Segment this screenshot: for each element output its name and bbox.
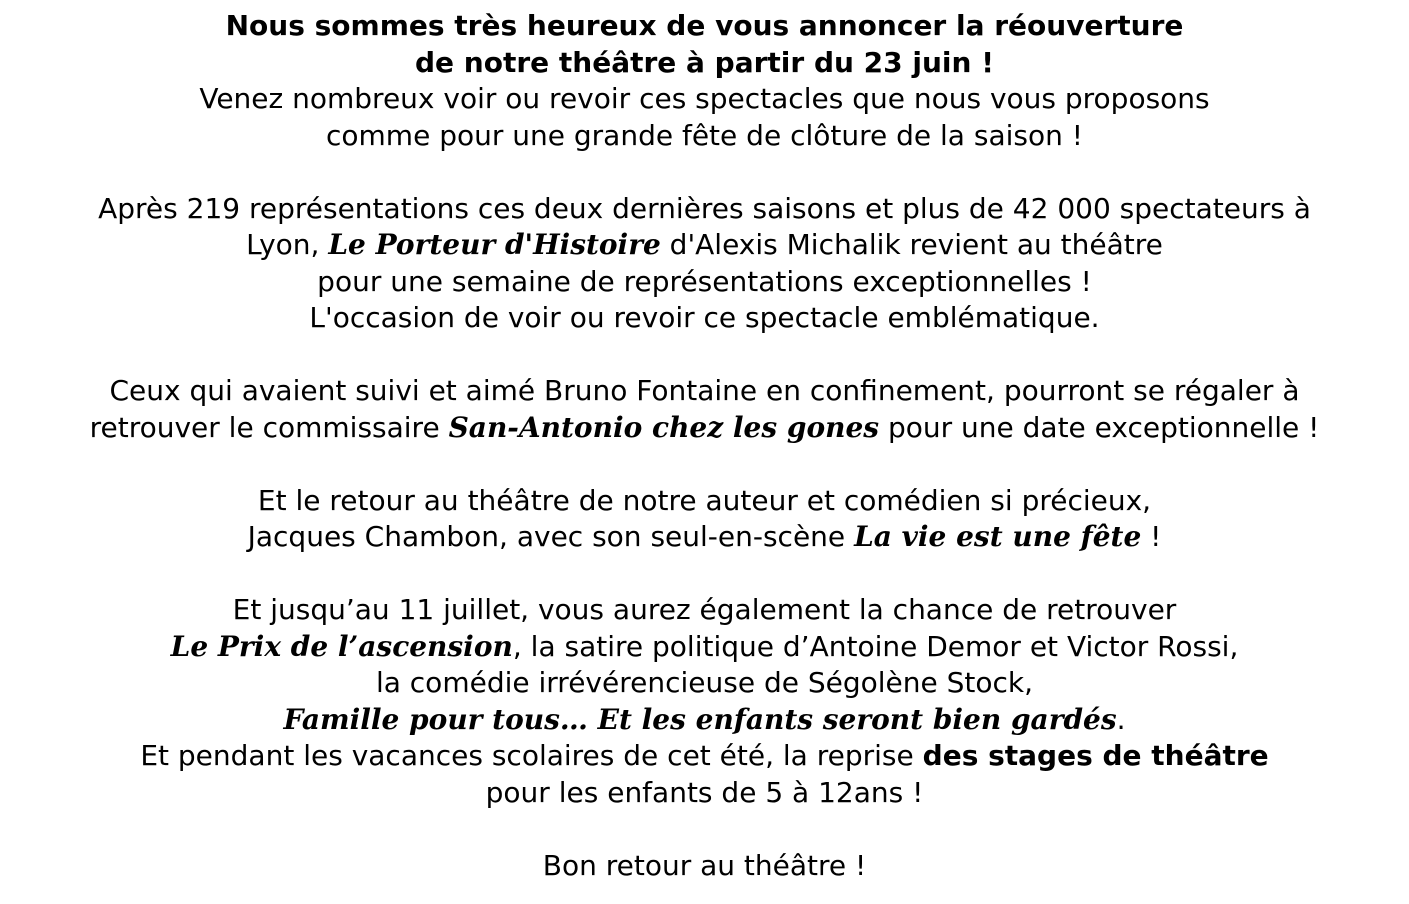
intro-line-3: Venez nombreux voir ou revoir ces spectacles que nous vous proposons <box>199 82 1210 115</box>
juillet-line-2 <box>0 629 1409 666</box>
juillet-line-1: Et jusqu’au 11 juillet, vous aurez également la chance de retrouver <box>232 593 1177 626</box>
porteur-line-2-prefix: Lyon, <box>246 228 329 261</box>
stages-de-theatre-highlight: des stages de théâtre <box>922 739 1269 772</box>
closing-line: Bon retour au théâtre ! <box>542 848 867 882</box>
juillet-line-4-suffix: . <box>1116 702 1126 736</box>
paragraph-spacer <box>0 556 1409 593</box>
show-title-famille-pour-tous: Famille pour tous… Et les enfants seront bien gardés <box>283 702 1117 736</box>
show-title-le-prix-de-l-ascension: Le Prix de l’ascension <box>170 629 513 663</box>
porteur-line-2 <box>0 227 1409 264</box>
show-title-porteur-d-histoire: Le Porteur d'Histoire <box>328 228 661 261</box>
san-antonio-line-1: Ceux qui avaient suivi et aimé Bruno Fontaine en confinement, pourront se régaler à <box>109 374 1300 407</box>
intro-line-4: comme pour une grande fête de clôture de la saison ! <box>326 118 1083 152</box>
announcement-text <box>0 8 1409 884</box>
juillet-line-4 <box>0 702 1409 739</box>
show-title-san-antonio: San-Antonio chez les gones <box>448 410 880 444</box>
chambon-line-2-suffix: ! <box>1141 520 1162 553</box>
porteur-line-3: pour une semaine de représentations exceptionnelles ! <box>317 264 1092 298</box>
juillet-line-6: pour les enfants de 5 à 12ans ! <box>485 775 924 809</box>
san-antonio-line-2-suffix: pour une date exceptionnelle ! <box>879 410 1320 444</box>
san-antonio-line-2-prefix: retrouver le commissaire <box>89 410 449 444</box>
paragraph-spacer <box>0 446 1409 483</box>
juillet-line-5 <box>0 738 1409 775</box>
chambon-line-1: Et le retour au théâtre de notre auteur et comédien si précieux, <box>257 483 1152 517</box>
juillet-line-5-prefix: Et pendant les vacances scolaires de cet été, la reprise <box>140 739 923 772</box>
chambon-line-2 <box>0 519 1409 556</box>
paragraph-spacer <box>0 154 1409 191</box>
show-title-la-vie-est-une-fete: La vie est une fête <box>854 520 1142 553</box>
paragraph-spacer <box>0 337 1409 374</box>
juillet-line-3: la comédie irrévérencieuse de Ségolène Stock, <box>375 666 1034 699</box>
juillet-line-2-suffix: , la satire politique d’Antoine Demor et Victor Rossi, <box>512 629 1239 663</box>
porteur-line-4: L'occasion de voir ou revoir ce spectacle emblématique. <box>309 301 1100 334</box>
intro-headline-line-1: Nous sommes très heureux de vous annoncer la réouverture <box>225 9 1184 42</box>
san-antonio-line-2 <box>0 410 1409 447</box>
porteur-line-2-suffix: d'Alexis Michalik revient au théâtre <box>660 228 1163 261</box>
intro-headline-line-2: de notre théâtre à partir du 23 juin ! <box>415 45 994 79</box>
porteur-line-1: Après 219 représentations ces deux dernières saisons et plus de 42 000 spectateurs à <box>98 191 1311 225</box>
chambon-line-2-prefix: Jacques Chambon, avec son seul-en-scène <box>247 520 855 553</box>
paragraph-spacer <box>0 811 1409 848</box>
